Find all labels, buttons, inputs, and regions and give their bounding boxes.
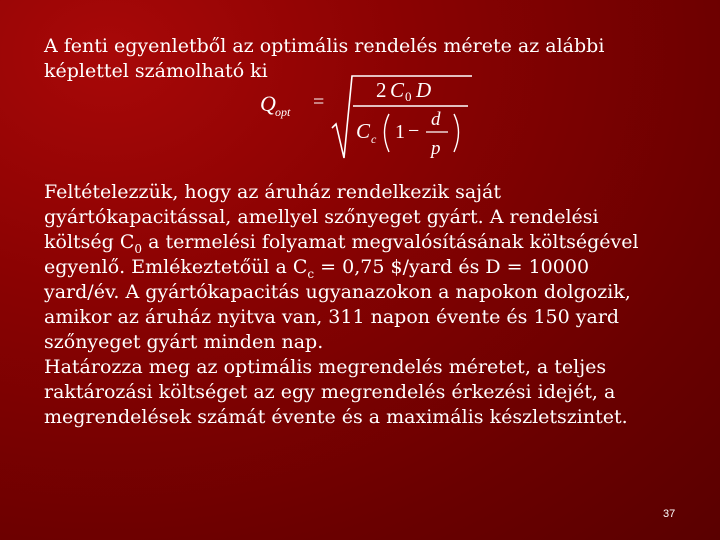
body-line: amikor az áruház nyitva van, 311 napon évente és 150 yard xyxy=(44,306,620,328)
body-line: megrendelések számát évente és a maximális készletszintet. xyxy=(44,406,628,428)
c0-subscript: 0 xyxy=(134,241,143,256)
body-line xyxy=(44,255,694,280)
formula-equals: = xyxy=(313,91,325,113)
formula-graphic xyxy=(256,70,476,165)
formula-num-c: C xyxy=(390,78,405,102)
body-line-part: a termelési folyamat megvalósításának költségével xyxy=(142,231,639,253)
eoq-formula xyxy=(256,70,476,165)
formula-den-p: p xyxy=(431,138,441,159)
formula-num-c-subscript: 0 xyxy=(405,89,412,104)
cc-subscript: c xyxy=(307,266,315,281)
slide-number: 37 xyxy=(663,508,676,520)
intro-line-1: A fenti egyenletből az optimális rendelés mérete az alábbi xyxy=(44,35,605,57)
problem-statement xyxy=(44,180,694,430)
body-line: Feltételezzük, hogy az áruház rendelkezik saját xyxy=(44,181,502,203)
body-line-part: egyenlő. Emlékeztetőül a C xyxy=(44,256,308,278)
formula-q-subscript: opt xyxy=(275,105,291,119)
formula-den-d: d xyxy=(431,109,441,130)
body-line: raktározási költséget az egy megrendelés érkezési idejét, a xyxy=(44,381,616,403)
intro-line-2: képlettel számolható ki xyxy=(44,60,268,82)
formula-left-paren xyxy=(385,114,390,152)
formula-num-two: 2 xyxy=(376,78,387,102)
formula-den-c: C xyxy=(356,119,371,143)
formula-den-one: 1 xyxy=(395,121,405,143)
formula-num-d: D xyxy=(416,78,432,102)
body-line: Határozza meg az optimális megrendelés méretet, a teljes xyxy=(44,356,607,378)
body-line xyxy=(44,230,694,255)
body-line: szőnyeget gyárt minden nap. xyxy=(44,331,324,353)
formula-den-minus: − xyxy=(408,120,420,142)
body-line-part: = 0,75 $/yard és D = 10000 xyxy=(314,256,590,278)
body-line-part: költség C xyxy=(44,231,135,253)
formula-den-c-subscript: c xyxy=(371,132,377,146)
formula-q: Q xyxy=(260,91,276,116)
formula-right-paren xyxy=(454,114,459,152)
body-line: yard/év. A gyártókapacitás ugyanazokon a napokon dolgozik, xyxy=(44,281,631,303)
body-line: gyártókapacitással, amellyel szőnyeget gyárt. A rendelési xyxy=(44,206,599,228)
